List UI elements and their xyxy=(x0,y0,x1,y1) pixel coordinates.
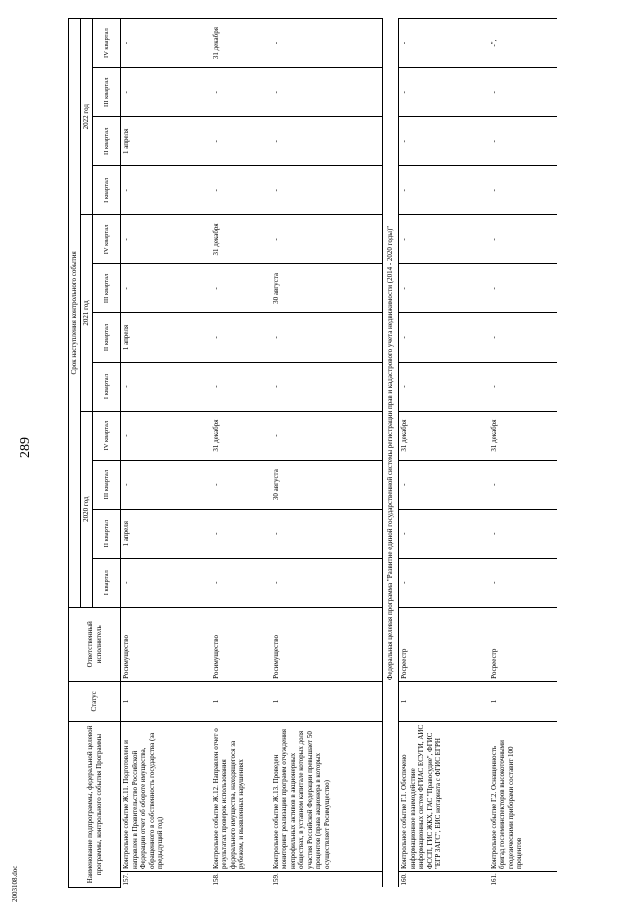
page-number: 289 xyxy=(18,437,33,458)
row-number: 159. xyxy=(271,871,383,887)
quarter-value: - xyxy=(211,362,271,411)
quarter-value: - xyxy=(121,166,211,215)
quarter-value: - xyxy=(399,166,489,215)
event-status: 1 xyxy=(489,681,557,721)
quarter-value: - xyxy=(211,264,271,313)
quarter-value: 30 августа xyxy=(271,460,383,509)
event-name: Контрольное событие Ж.11. Подготовлен и направлен в Правительство Российской Федерации отчет об обороте имущества, обращенного в собственность государства (за предыдущий год) xyxy=(121,721,211,871)
event-status: 1 xyxy=(121,681,211,721)
quarter-value: - xyxy=(271,68,383,117)
header-quarter: IV квартал xyxy=(93,19,121,68)
quarter-value: - xyxy=(489,117,557,166)
table-row xyxy=(399,19,489,888)
quarter-value: - xyxy=(121,411,211,460)
quarter-value: 31 декабря xyxy=(399,411,489,460)
header-quarter: III квартал xyxy=(93,68,121,117)
quarter-value: 30 августа xyxy=(271,264,383,313)
quarter-value: - xyxy=(211,509,271,558)
header-quarter: II квартал xyxy=(93,117,121,166)
quarter-value: - xyxy=(489,215,557,264)
quarter-value: 1 апреля xyxy=(121,313,211,362)
quarter-value: - xyxy=(271,166,383,215)
quarter-value: 31 декабря xyxy=(211,19,271,68)
quarter-value: - xyxy=(399,19,489,68)
header-quarter: I квартал xyxy=(93,558,121,607)
quarter-value: - xyxy=(489,460,557,509)
quarter-value: - xyxy=(121,460,211,509)
header-quarter: II квартал xyxy=(93,509,121,558)
header-quarter: IV квартал xyxy=(93,215,121,264)
quarter-value: - xyxy=(489,509,557,558)
quarter-value: - xyxy=(399,558,489,607)
quarter-value: - xyxy=(211,166,271,215)
quarter-value: - xyxy=(211,117,271,166)
header-executor: Ответственный исполнитель xyxy=(69,607,121,681)
table-row xyxy=(121,19,211,888)
quarter-value: - xyxy=(271,215,383,264)
table-row xyxy=(211,19,271,888)
quarter-value: 1 апреля xyxy=(121,509,211,558)
header-quarter: I квартал xyxy=(93,362,121,411)
event-status: 1 xyxy=(271,681,383,721)
document-id: 2003108.doc xyxy=(11,865,19,902)
quarter-value: - xyxy=(399,460,489,509)
quarter-value: - xyxy=(121,19,211,68)
quarter-value: - xyxy=(271,313,383,362)
quarter-value: - xyxy=(399,362,489,411)
header-quarter: III квартал xyxy=(93,460,121,509)
quarter-value: - xyxy=(489,558,557,607)
quarter-value: - xyxy=(489,166,557,215)
quarter-value: - xyxy=(211,558,271,607)
quarter-value: 31 декабря xyxy=(489,411,557,460)
quarter-value: - xyxy=(399,117,489,166)
event-name: Контрольное событие Г.1. Обеспечено информационное взаимодействие информационных систем ФГИАС ЕСУГИ, АИС ФССП, ГИС ЖКХ, ГАС "Правосудие", ФГИС "ЕГР ЗАГС", ЕИС нотариата с ФГИС ЕГРН xyxy=(399,721,489,871)
table-row xyxy=(489,19,557,888)
header-quarter: I квартал xyxy=(93,166,121,215)
quarter-value: - xyxy=(121,558,211,607)
quarter-value: - xyxy=(121,215,211,264)
rotated-table-container xyxy=(68,18,623,888)
header-name: Наименование подпрограммы, федеральной целевой программы, контрольного события Программы xyxy=(69,721,121,887)
header-year-2022: 2022 год xyxy=(81,19,93,215)
quarter-value: - xyxy=(121,362,211,411)
quarter-value: 31 декабря xyxy=(211,215,271,264)
quarter-value: - xyxy=(489,362,557,411)
quarter-value: -", xyxy=(489,19,557,68)
header-status: Статус xyxy=(69,681,121,721)
quarter-value: - xyxy=(121,68,211,117)
quarter-value: - xyxy=(271,411,383,460)
header-quarter: II квартал xyxy=(93,313,121,362)
row-number: 158. xyxy=(211,871,271,887)
quarter-value: - xyxy=(211,460,271,509)
responsible-executor: Росимущество xyxy=(121,607,211,681)
control-events-table xyxy=(68,18,557,888)
quarter-value: - xyxy=(399,264,489,313)
quarter-value: - xyxy=(399,215,489,264)
header-quarter: IV квартал xyxy=(93,411,121,460)
event-status: 1 xyxy=(211,681,271,721)
quarter-value: 31 декабря xyxy=(211,411,271,460)
table-row xyxy=(271,19,383,888)
quarter-value: - xyxy=(489,264,557,313)
quarter-value: - xyxy=(271,117,383,166)
quarter-value: - xyxy=(271,558,383,607)
event-status: 1 xyxy=(399,681,489,721)
row-number: 161. xyxy=(489,871,557,887)
header-year-2021: 2021 год xyxy=(81,215,93,411)
row-number: 160. xyxy=(399,871,489,887)
responsible-executor: Росимущество xyxy=(211,607,271,681)
responsible-executor: Росреестр xyxy=(489,607,557,681)
header-year-2020: 2020 год xyxy=(81,411,93,607)
responsible-executor: Росреестр xyxy=(399,607,489,681)
quarter-value: - xyxy=(211,68,271,117)
quarter-value: - xyxy=(271,362,383,411)
quarter-value: - xyxy=(489,68,557,117)
quarter-value: - xyxy=(399,509,489,558)
quarter-value: 1 апреля xyxy=(121,117,211,166)
quarter-value: - xyxy=(399,68,489,117)
quarter-value: - xyxy=(399,313,489,362)
event-name: Контрольное событие Г.2. Оснащенность бригад госземинспекторов высокоточными геодезическими приборами составит 100 процентов xyxy=(489,721,557,871)
event-name: Контрольное событие Ж.12. Направлен отчет о результатах проверок использования федерального имущества, находящегося за рубежом, и выявленных нарушениях xyxy=(211,721,271,871)
quarter-value: - xyxy=(489,313,557,362)
row-number: 157. xyxy=(121,871,211,887)
header-period: Срок наступления контрольного события xyxy=(69,19,81,608)
federal-program-title: Федеральная целевая программа "Развитие единой государственной системы регистрации прав и кадастрового учета недвижимости (2014 - 2020 годы)" xyxy=(383,19,399,888)
header-quarter: III квартал xyxy=(93,264,121,313)
quarter-value: - xyxy=(271,509,383,558)
quarter-value: - xyxy=(271,19,383,68)
responsible-executor: Росимущество xyxy=(271,607,383,681)
quarter-value: - xyxy=(211,313,271,362)
event-name: Контрольное событие Ж.13. Проведен мониторинг реализации программ отчуждения непрофильных активов в акционерных обществах, в уставном капитале которых доля участия Российской Федерации превышает 50 процентов (права акционера в которых осуществляет Росимущество) xyxy=(271,721,383,871)
quarter-value: - xyxy=(121,264,211,313)
